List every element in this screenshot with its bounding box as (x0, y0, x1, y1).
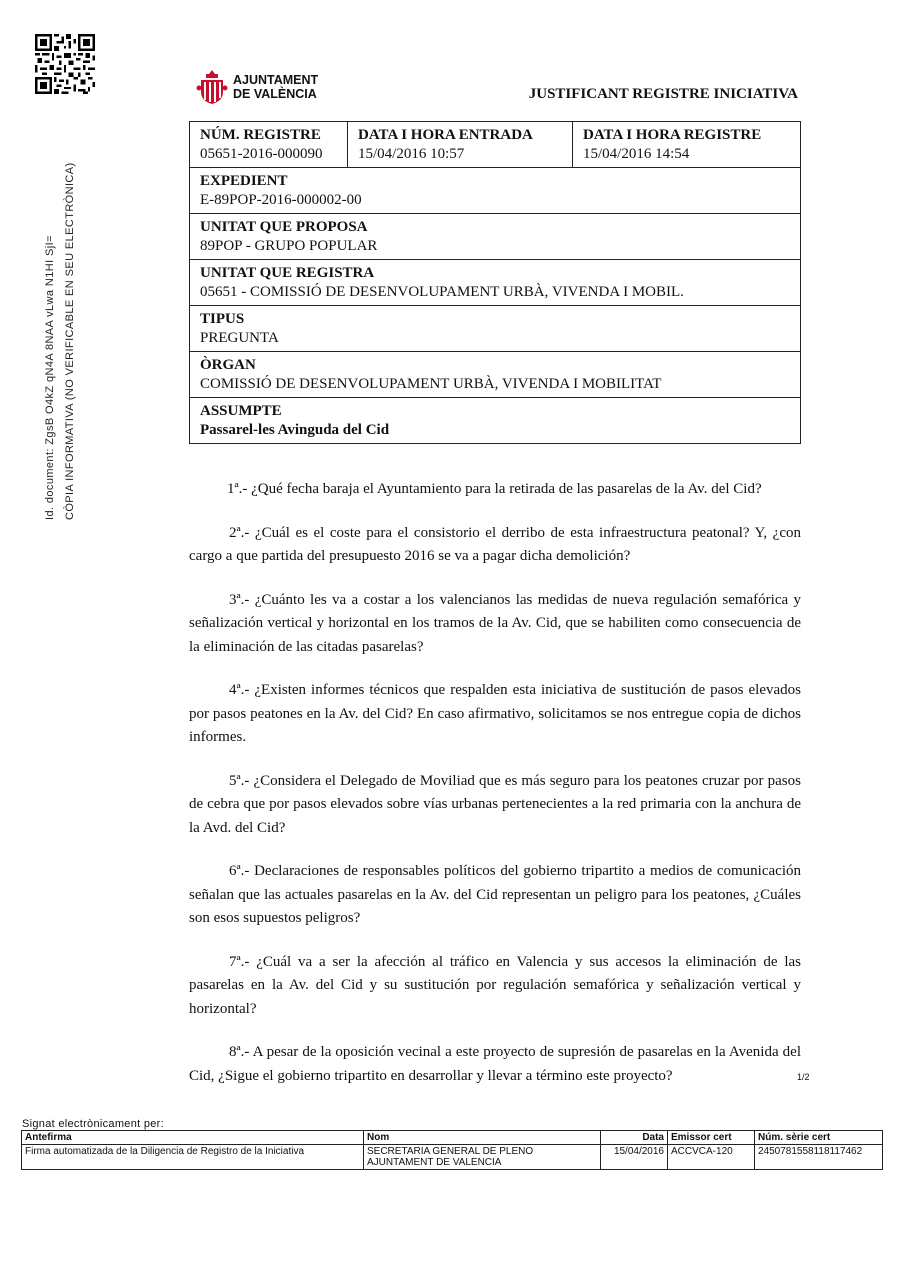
signature-table (21, 1130, 883, 1170)
subject-value: Passarel-les Avinguda del Cid (200, 422, 390, 438)
qr-code (35, 34, 95, 94)
num-registre-value: 05651-2016-000090 (200, 146, 323, 162)
question-paragraph: 2ª.- ¿Cuál es el coste para el consistorio el derribo de esta infraestructura peatonal? Y, ¿con cargo a que partida del presupuesto 2016 se va a pagar dicha demolición? (189, 524, 801, 564)
type-value: PREGUNTA (200, 330, 279, 346)
document-title: JUSTIFICANT REGISTRE INICIATIVA (528, 86, 798, 102)
subject-label: ASSUMPTE (200, 403, 282, 419)
sig-date: 15/04/2016 (601, 1145, 668, 1170)
sig-header-nom: Nom (364, 1131, 601, 1145)
num-registre-label: NÚM. REGISTRE (200, 127, 321, 143)
side-verification-text (40, 162, 80, 520)
questions-body (189, 478, 801, 1108)
copy-note: CÒPIA INFORMATIVA (NO VERIFICABLE EN SEU ELECTRÒNICA) (64, 162, 76, 520)
document-id: Id. document: ZgsB O4kZ qN4A 8NAA vLwa N1HI SjI= (44, 235, 56, 520)
logo-line2: DE VALÈNCIA (233, 87, 317, 101)
entry-datetime-value: 15/04/2016 10:57 (358, 146, 465, 162)
question-paragraph: 1ª.- ¿Qué fecha baraja el Ayuntamiento para la retirada de las pasarelas de la Av. del Cid? (227, 481, 762, 497)
organ-value: COMISSIÓ DE DESENVOLUPAMENT URBÀ, VIVENDA I MOBILITAT (200, 376, 662, 392)
proposer-value: 89POP - GRUPO POPULAR (200, 238, 378, 254)
question-paragraph: 7ª.- ¿Cuál va a ser la afección al tráfico en Valencia y sus accesos la eliminación de las pasarelas en la Av. del Cid y su sustitución por regulación semafórica y señalización vertical y horizontal? (189, 953, 801, 1017)
type-label: TIPUS (200, 311, 245, 327)
expedient-value: E-89POP-2016-000002-00 (200, 192, 362, 208)
sig-header-data: Data (601, 1131, 668, 1145)
question-paragraph: 8ª.- A pesar de la oposición vecinal a este proyecto de supresión de pasarelas en la Avenida del Cid, ¿Sigue el gobierno tripartito en desarrollar y llevar a término este proyecto? (189, 1044, 801, 1084)
signature-title: Signat electrònicament per: (22, 1118, 165, 1130)
sig-nom-line2: AJUNTAMENT DE VALENCIA (367, 1157, 502, 1168)
sig-serie: 2450781558118117462 (755, 1145, 883, 1170)
coat-of-arms-icon (196, 68, 228, 106)
registry-datetime-value: 15/04/2016 14:54 (583, 146, 690, 162)
sig-nom-line1: SECRETARIA GENERAL DE PLENO (367, 1146, 534, 1157)
question-paragraph: 6ª.- Declaraciones de responsables políticos del gobierno tripartito a medios de comunicación señalan que las actuales pasarelas en la Av. del Cid representan un peligro para los peatones, ¿Cuáles son esos supuestos peligros? (189, 863, 801, 926)
registrar-value: 05651 - COMISSIÓ DE DESENVOLUPAMENT URBÀ, VIVENDA I MOBIL. (200, 284, 684, 300)
page-number: 1/2 (797, 1072, 810, 1082)
registrar-label: UNITAT QUE REGISTRA (200, 265, 375, 281)
registry-datetime-label: DATA I HORA REGISTRE (583, 127, 762, 143)
proposer-label: UNITAT QUE PROPOSA (200, 219, 368, 235)
sig-header-emissor: Emissor cert (668, 1131, 755, 1145)
question-paragraph: 3ª.- ¿Cuánto les va a costar a los valencianos las medidas de nueva regulación semafórica y señalización vertical y horizontal en los tramos de la Av. Cid, que se habiliten como consecuencia de la eliminación de las citadas pasarelas? (189, 591, 801, 655)
entry-datetime-label: DATA I HORA ENTRADA (358, 127, 533, 143)
question-paragraph: 5ª.- ¿Considera el Delegado de Moviliad que es más seguro para los peatones cruzar por pasos de cebra que por pasos elevados sobre vías urbanas pertenecientes a la red primaria con la anchura de la Avd. del Cid? (189, 772, 801, 836)
sig-antefirma: Firma automatizada de la Diligencia de Registro de la Iniciativa (22, 1145, 364, 1170)
registry-table (189, 121, 801, 444)
organ-label: ÒRGAN (200, 357, 256, 373)
sig-header-serie: Núm. sèrie cert (755, 1131, 883, 1145)
logo-line1: AJUNTAMENT (233, 73, 319, 87)
sig-header-antefirma: Antefirma (22, 1131, 364, 1145)
city-logo (196, 68, 318, 106)
question-paragraph: 4ª.- ¿Existen informes técnicos que respalden esta iniciativa de sustitución de pasos elevados por pasos peatones en la Av. del Cid? En caso afirmativo, solicitamos se nos entregue copia de dichos informes. (189, 682, 801, 745)
sig-emissor: ACCVCA-120 (668, 1145, 755, 1170)
expedient-label: EXPEDIENT (200, 173, 288, 189)
